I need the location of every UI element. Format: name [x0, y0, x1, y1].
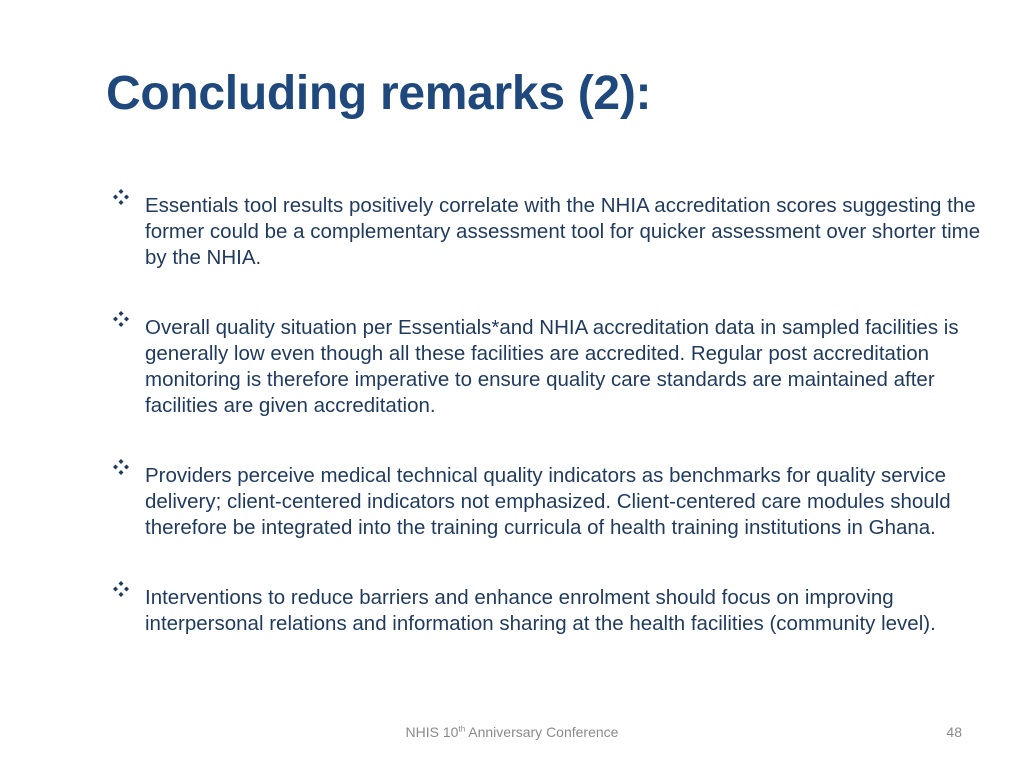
footer-suffix: Anniversary Conference [465, 724, 619, 740]
footer-superscript: th [458, 724, 466, 734]
diamond-bullet-icon [112, 188, 132, 208]
bullet-item [112, 585, 982, 637]
bullet-item [112, 315, 982, 419]
bullet-text: Overall quality situation per Essentials*and NHIA accreditation data in sampled facilities is generally low even though all these facilities are accredited. Regular post accreditation monitoring is therefore imperative to ensure quality care standards are maintained after facilities are given accreditation. [145, 316, 959, 417]
bullet-text: Essentials tool results positively correlate with the NHIA accreditation scores suggesting the former could be a complementary assessment tool for quicker assessment over shorter time by the NHIA. [145, 194, 981, 269]
diamond-bullet-icon [112, 458, 132, 478]
diamond-bullet-icon [112, 310, 132, 330]
slide-title: Concluding remarks (2): [106, 67, 652, 120]
bullet-text: Interventions to reduce barriers and enhance enrolment should focus on improving interpersonal relations and information sharing at the health facilities (community level). [145, 586, 936, 635]
bullet-text: Providers perceive medical technical quality indicators as benchmarks for quality service delivery; client-centered indicators not emphasized. Client-centered care modules should therefore be integrated into the training curricula of health training institutions in Ghana. [145, 464, 951, 539]
bullet-list [112, 188, 982, 637]
diamond-bullet-icon [112, 580, 132, 600]
footer-conference-name [312, 724, 712, 740]
page-number: 48 [946, 724, 962, 740]
bullet-item [112, 193, 982, 271]
footer-prefix: NHIS 10 [405, 724, 459, 740]
bullet-item [112, 463, 982, 541]
